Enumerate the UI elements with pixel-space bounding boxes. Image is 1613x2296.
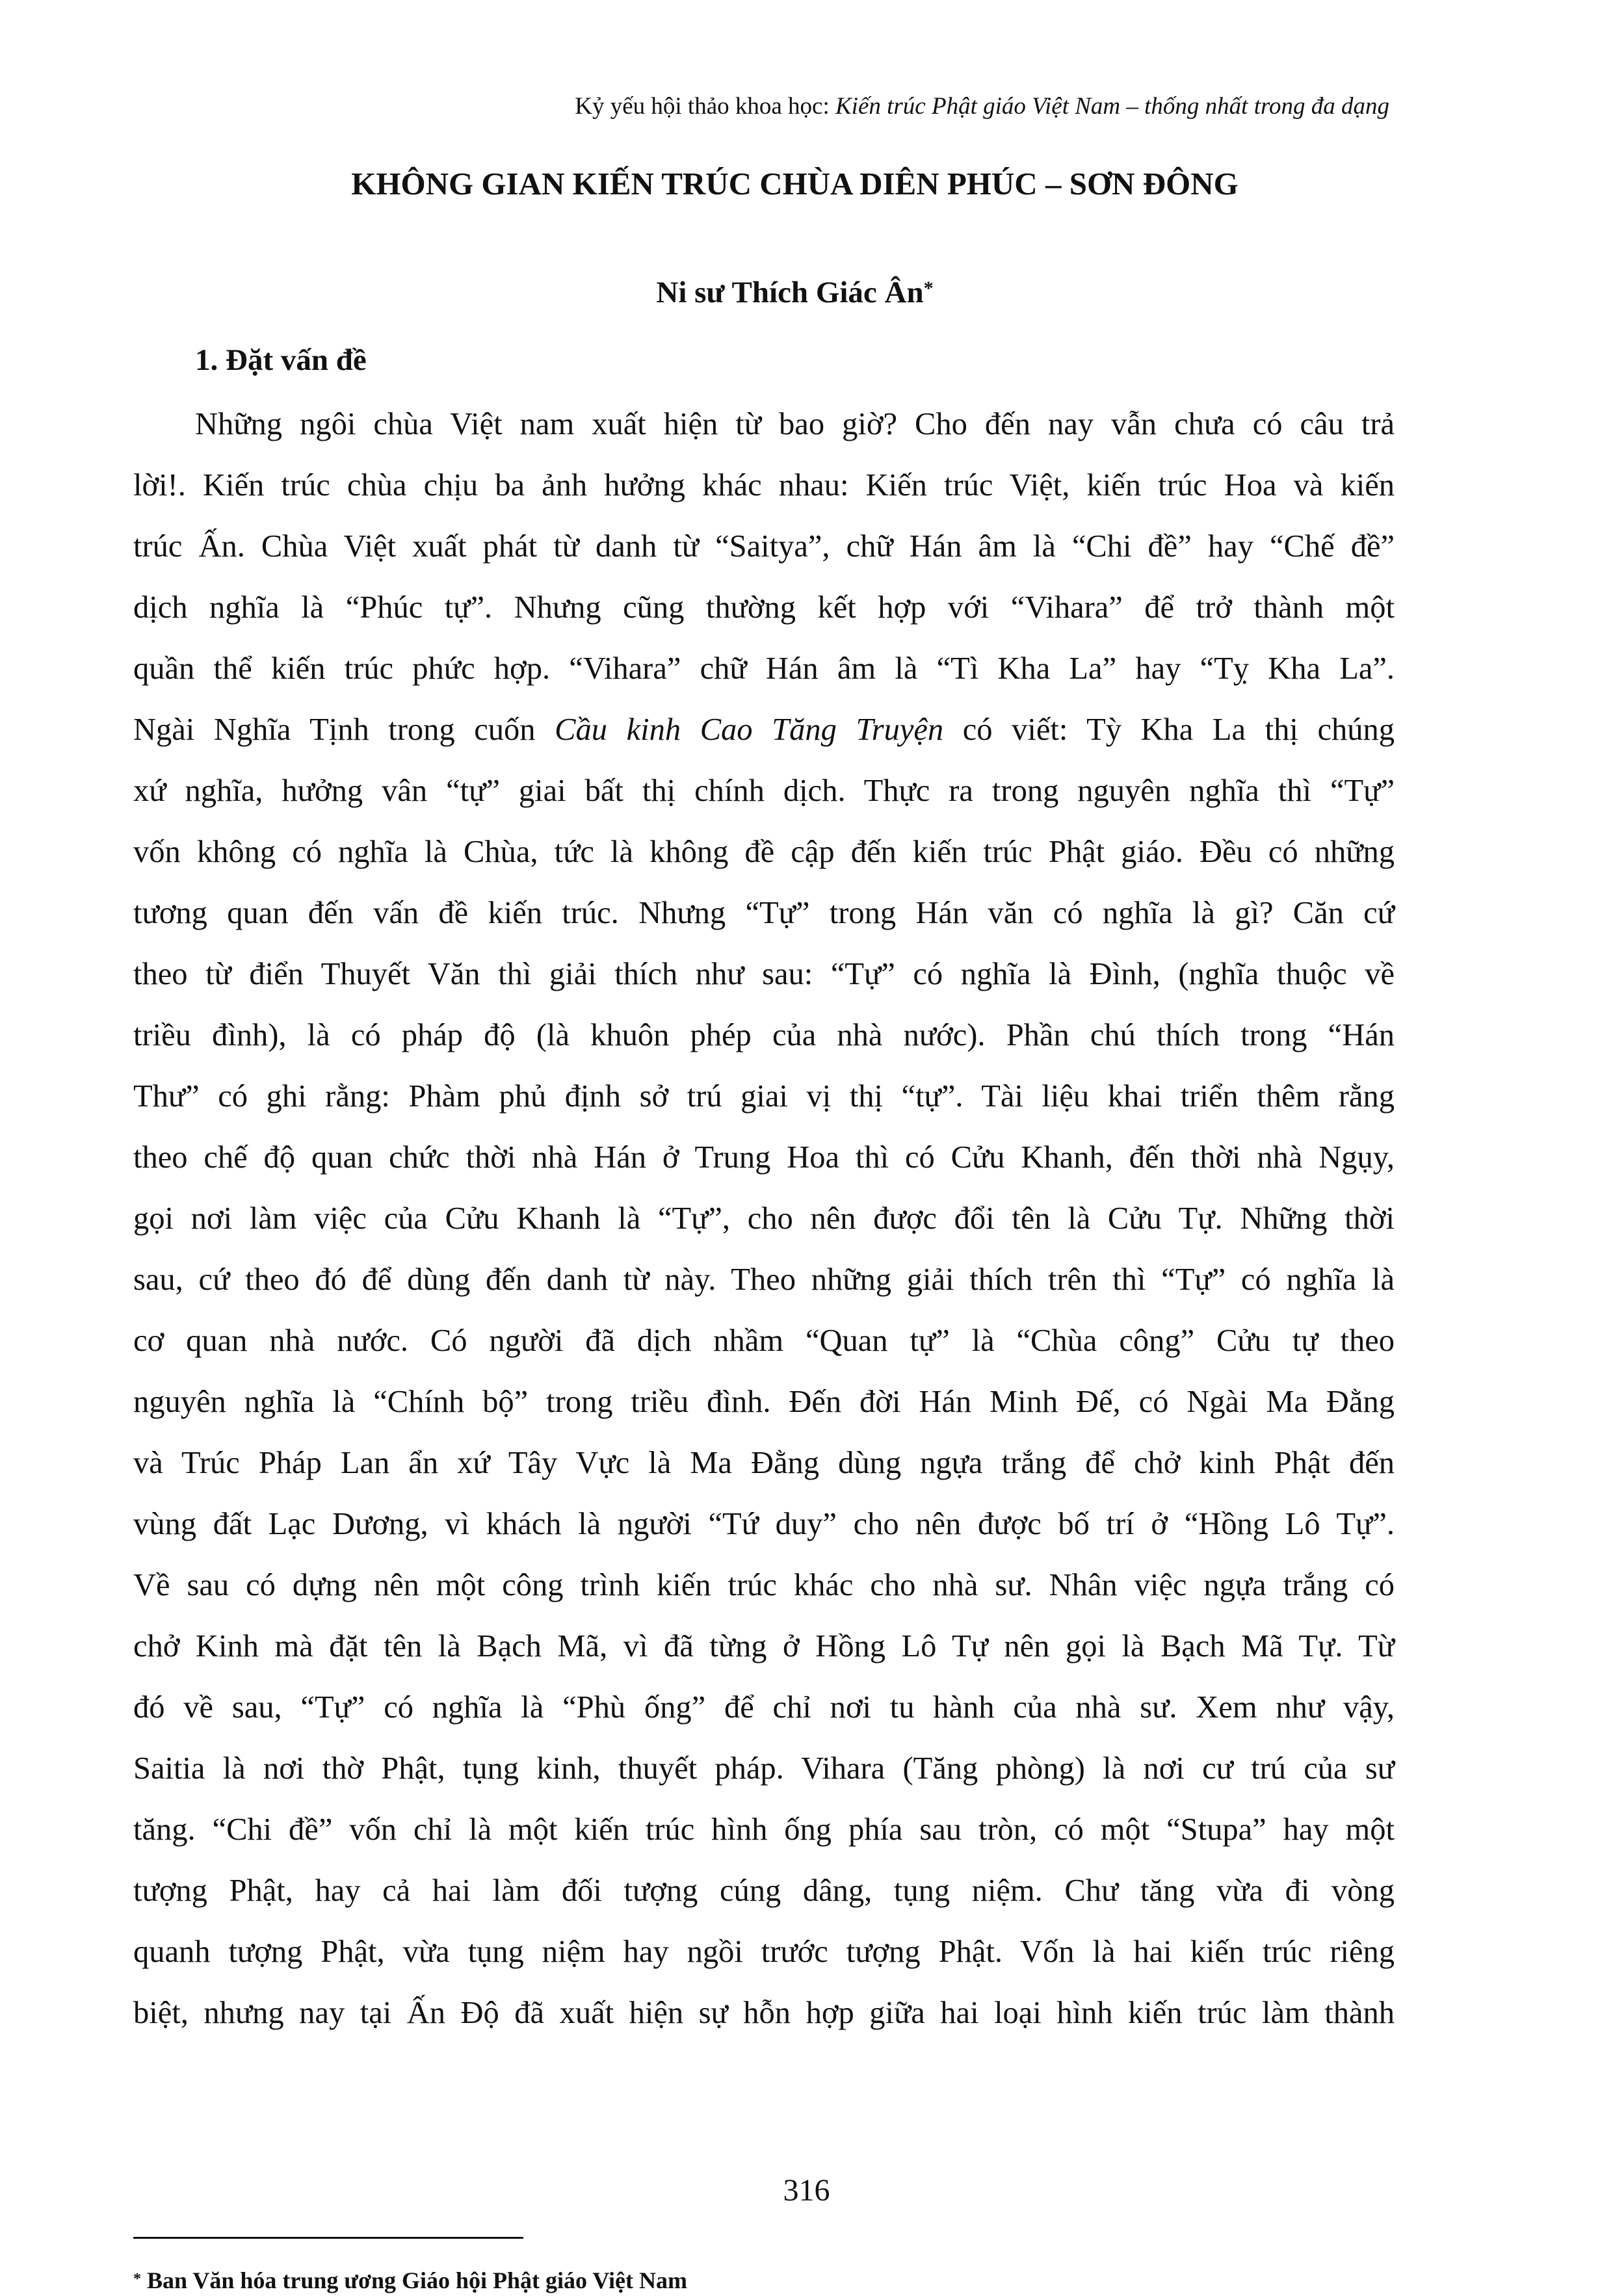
- body-paragraph: [133, 394, 1395, 2044]
- body-line: đó về sau, “Tự” có nghĩa là “Phù ống” để chỉ nơi tu hành của nhà sư. Xem như vậy,: [133, 1690, 1395, 1725]
- body-line: xứ nghĩa, hưởng vân “tự” giai bất thị chính dịch. Thực ra trong nguyên nghĩa thì “Tự”: [133, 774, 1395, 808]
- body-line: biệt, nhưng nay tại Ấn Độ đã xuất hiện sự hỗn hợp giữa hai loại hình kiến trúc làm thành: [133, 1996, 1395, 2030]
- footnote-text: Ban Văn hóa trung ương Giáo hội Phật giáo Việt Nam: [141, 2267, 687, 2293]
- author-footnote-mark: *: [923, 278, 934, 299]
- body-line-with-citation: [133, 699, 1395, 761]
- running-header: [575, 91, 1389, 122]
- cited-work-title: Cầu kinh Cao Tăng Truyện: [555, 712, 944, 747]
- author-name: Ni sư Thích Giác Ân: [656, 276, 924, 309]
- body-line: Saitia là nơi thờ Phật, tụng kinh, thuyết pháp. Vihara (Tăng phòng) là nơi cư trú của sư: [133, 1751, 1395, 1786]
- body-line: tương quan đến vấn đề kiến trúc. Nhưng “Tự” trong Hán văn có nghĩa là gì? Căn cứ: [133, 896, 1395, 930]
- body-line: theo từ điển Thuyết Văn thì giải thích như sau: “Tự” có nghĩa là Đình, (nghĩa thuộc về: [133, 957, 1395, 991]
- body-line: theo chế độ quan chức thời nhà Hán ở Trung Hoa thì có Cửu Khanh, đến thời nhà Ngụy,: [133, 1140, 1395, 1175]
- body-line: sau, cứ theo đó để dùng đến danh từ này. Theo những giải thích trên thì “Tự” có nghĩa là: [133, 1262, 1395, 1297]
- body-line: quần thể kiến trúc phức hợp. “Vihara” chữ Hán âm là “Tì Kha La” hay “Tỵ Kha La”.: [133, 651, 1395, 686]
- body-line: và Trúc Pháp Lan ẩn xứ Tây Vực là Ma Đằng dùng ngựa trắng để chở kinh Phật đến: [133, 1446, 1395, 1480]
- body-line: quanh tượng Phật, vừa tụng niệm hay ngồi trước tượng Phật. Vốn là hai kiến trúc riêng: [133, 1935, 1395, 1969]
- body-line: tượng Phật, hay cả hai làm đối tượng cúng dâng, tụng niệm. Chư tăng vừa đi vòng: [133, 1873, 1395, 1908]
- body-line: gọi nơi làm việc của Cửu Khanh là “Tự”, cho nên được đổi tên là Cửu Tự. Những thời: [133, 1201, 1395, 1236]
- footnote-mark: *: [133, 2271, 141, 2288]
- body-line: tăng. “Chi đề” vốn chỉ là một kiến trúc hình ống phía sau tròn, có một “Stupa” hay một: [133, 1812, 1395, 1847]
- body-line: Về sau có dựng nên một công trình kiến trúc khác cho nhà sư. Nhân việc ngựa trắng có: [133, 1568, 1395, 1602]
- body-line: triều đình), là có pháp độ (là khuôn phép của nhà nước). Phần chú thích trong “Hán: [133, 1018, 1395, 1052]
- body-line: trúc Ấn. Chùa Việt xuất phát từ danh từ “Saitya”, chữ Hán âm là “Chi đề” hay “Chế đề”: [133, 529, 1395, 564]
- body-line: chở Kinh mà đặt tên là Bạch Mã, vì đã từng ở Hồng Lô Tự nên gọi là Bạch Mã Tự. Từ: [133, 1629, 1395, 1663]
- author-line: [195, 272, 1395, 313]
- running-header-book-title: Kiến trúc Phật giáo Việt Nam – thống nhất trong đa dạng: [835, 93, 1389, 120]
- body-line-segment: Ngài Nghĩa Tịnh trong cuốn: [133, 712, 555, 747]
- body-line-segment: có viết: Tỳ Kha La thị chúng: [943, 712, 1395, 747]
- body-line: Thư” có ghi rằng: Phàm phủ định sở trú giai vị thị “tự”. Tài liệu khai triển thêm rằng: [133, 1079, 1395, 1114]
- body-line: dịch nghĩa là “Phúc tự”. Nhưng cũng thường kết hợp với “Vihara” để trở thành một: [133, 590, 1395, 625]
- page-number: 316: [783, 2173, 830, 2208]
- body-line: cơ quan nhà nước. Có người đã dịch nhầm “Quan tự” là “Chùa công” Cửu tự theo: [133, 1324, 1395, 1358]
- footnote: [133, 2265, 687, 2296]
- body-line: vùng đất Lạc Dương, vì khách là người “Tứ duy” cho nên được bố trí ở “Hồng Lô Tự”.: [133, 1507, 1395, 1541]
- body-line: nguyên nghĩa là “Chính bộ” trong triều đình. Đến đời Hán Minh Đế, có Ngài Ma Đằng: [133, 1385, 1395, 1419]
- body-line: Những ngôi chùa Việt nam xuất hiện từ bao giờ? Cho đến nay vẫn chưa có câu trả: [195, 407, 1395, 441]
- body-line: lời!. Kiến trúc chùa chịu ba ảnh hưởng khác nhau: Kiến trúc Việt, kiến trúc Hoa và kiến: [133, 468, 1395, 502]
- section-heading: 1. Đặt vấn đề: [195, 343, 367, 377]
- running-header-prefix: Kỷ yếu hội thảo khoa học:: [575, 93, 835, 120]
- body-line: vốn không có nghĩa là Chùa, tức là không đề cập đến kiến trúc Phật giáo. Đều có những: [133, 835, 1395, 869]
- footnote-divider: [133, 2237, 523, 2239]
- article-title: KHÔNG GIAN KIẾN TRÚC CHÙA DIÊN PHÚC – SƠN ĐÔNG: [351, 166, 1239, 202]
